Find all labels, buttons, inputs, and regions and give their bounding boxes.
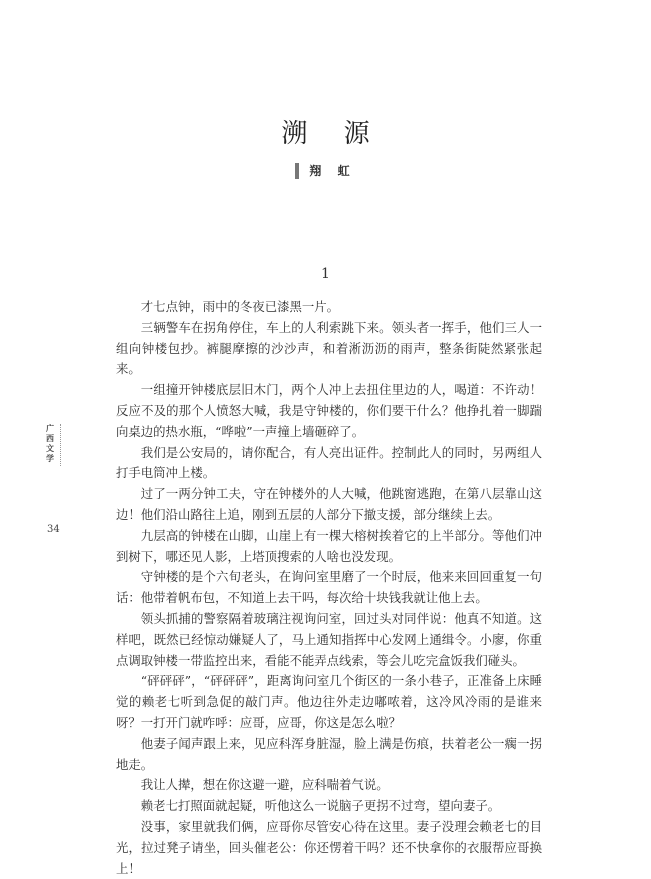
paragraph: 我们是公安局的，请你配合，有人亮出证件。控制此人的同时，另两组人打手电筒冲上楼。: [116, 444, 542, 481]
sidebar-dotted-rule: [60, 424, 62, 466]
paragraph: 过了一两分钟工夫，守在钟楼外的人大喊，他跳窗逃跑，在第八层靠山这边！他们沿山路往上追，刚到五层的人部分下撤支援，部分继续上去。: [116, 486, 542, 522]
paragraph: 九层高的钟楼在山脚，山崖上有一棵大榕树挨着它的上半部分。等他们冲到树下，哪还见人影，上塔顶搜索的人啥也没发现。: [116, 527, 542, 564]
paragraph: 我让人撵，想在你这避一避，应科喘着气说。: [140, 777, 389, 793]
page-title: 溯 源: [281, 119, 384, 149]
author-line: [0, 162, 651, 179]
magazine-name-char: 学: [46, 454, 54, 463]
paragraph: 一组撞开钟楼底层旧木门，两个人冲上去扭住里边的人，喝道：不许动！反应不及的那个人愤怒大喊，我是守钟楼的，你们要干什么？他挣扎着一脚踹向桌边的热水瓶，“哗啦”一声撞上墙砸碎了。: [116, 382, 542, 439]
paragraph: 守钟楼的是个六旬老头，在询问室里磨了一个时辰，他来来回回重复一句话：他带着帆布包，不知道上去干吗，每次给十块钱我就让他上去。: [116, 569, 542, 606]
section-number: 1: [321, 266, 330, 282]
paragraph: 他妻子闻声跟上来，见应科浑身脏湿，脸上满是伤痕，扶着老公一瘸一拐地走。: [116, 735, 542, 772]
paragraph: 没事，家里就我们俩，应哥你尽管安心待在这里。妻子没理会赖老七的目光，拉过凳子请坐，回头催老公：你还愣着干吗？还不快拿你的衣服帮应哥换上！: [116, 818, 542, 876]
magazine-name-char: 广: [46, 424, 54, 433]
paragraph: “砰砰砰”，“砰砰砰”，距离询问室几个街区的一条小巷子，正准备上床睡觉的赖老七听到急促的敲门声。他边往外走边嘟哝着，这冷风冷雨的是谁来呀？一打开门就咋呼：应哥，应哥，你这是怎么啦？: [116, 673, 542, 730]
page-number: 34: [47, 524, 60, 535]
author-marker-bar: [295, 163, 299, 179]
author-name: 翔 虹: [309, 164, 356, 178]
paragraph: 才七点钟，雨中的冬夜已漆黑一片。: [140, 299, 340, 314]
paragraph: 领头抓捕的警察隔着玻璃注视询问室，回过头对同伴说：他真不知道。这样吧，既然已经惊动嫌疑人了，马上通知指挥中心发网上通缉令。小廖，你重点调取钟楼一带监控出来，看能不能弄点线索，等会儿吃完盒饭我们碰头。: [116, 610, 542, 668]
magazine-name-char: 文: [46, 444, 54, 453]
body-text: [116, 297, 542, 879]
paragraph: 三辆警车在拐角停住，车上的人利索跳下来。领头者一挥手，他们三人一组向钟楼包抄。裤腿摩擦的沙沙声，和着淅沥沥的雨声，整条街陡然紧张起来。: [116, 319, 542, 377]
paragraph: 赖老七打照面就起疑，听他这么一说脑子更拐不过弯，望向妻子。: [140, 798, 501, 814]
magazine-name-char: 西: [46, 434, 54, 443]
magazine-name-vertical: [43, 424, 57, 464]
